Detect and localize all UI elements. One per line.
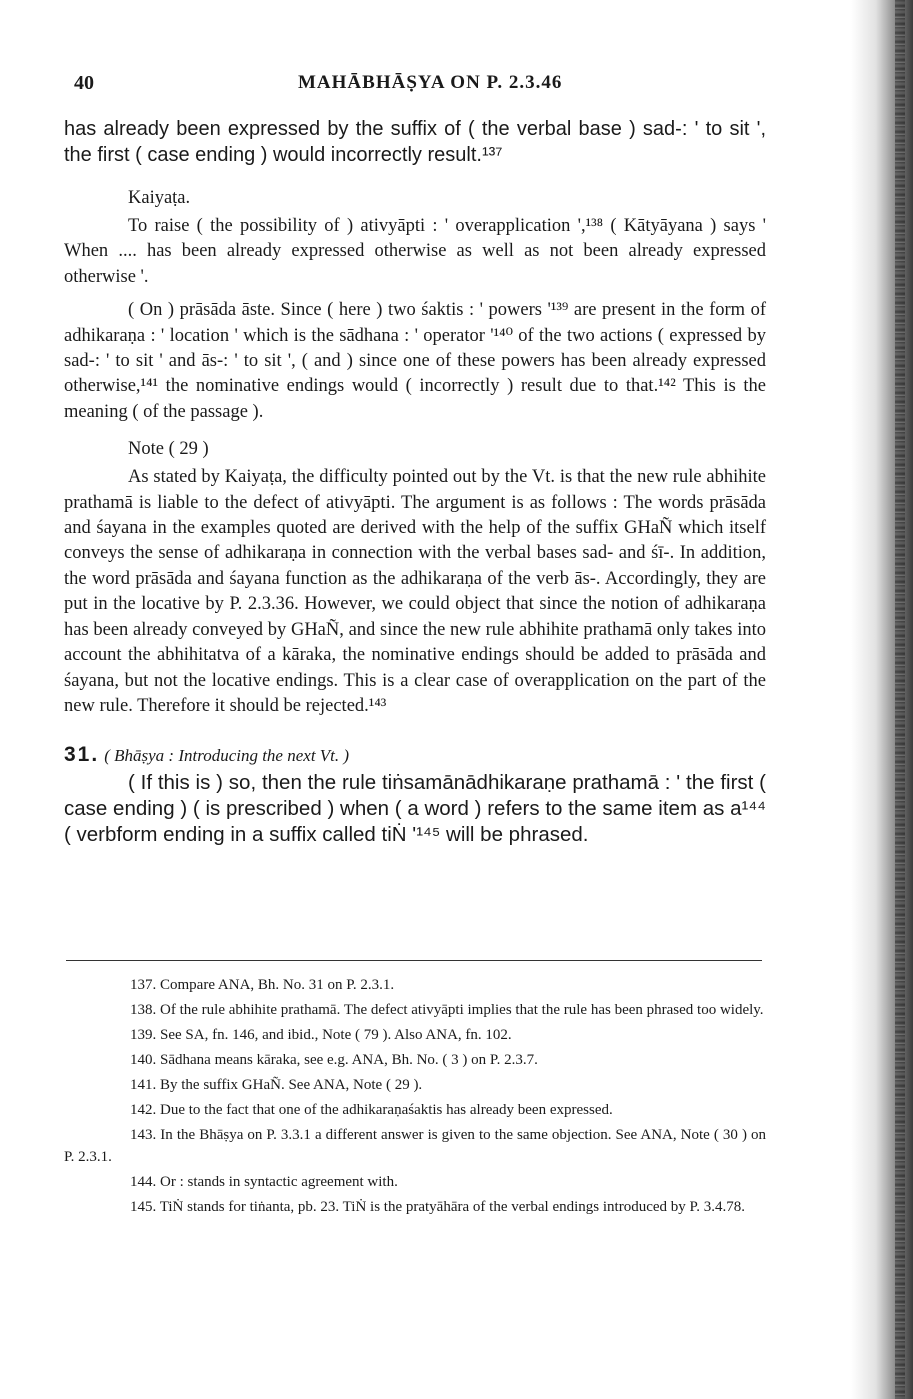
running-head: MAHĀBHĀṢYA ON P. 2.3.46: [298, 72, 563, 93]
footnote-142: 142. Due to the fact that one of the adhikaraṇaśaktis has already been expressed.: [130, 1102, 613, 1118]
footnote-divider: [66, 960, 762, 961]
note-label: Note ( 29 ): [128, 439, 209, 460]
kaiyata-paragraph-2: ( On ) prāsāda āste. Since ( here ) two śaktis : ' powers '¹³⁹ are present in the form of adhikaraṇa : ' location ' which is the sādhana : ' operator '¹⁴⁰ of the two actions ( expressed by sad-: ' to sit ' and ās-: ' to sit ', ( and ) since one of these powers has been already expressed otherwise,¹⁴¹ the nominative endings would ( incorrectly ) result due to that.¹⁴² This is the meaning ( of the passage ).: [64, 300, 766, 422]
footnote-145: 145. TiṄ stands for tiṅanta, pb. 23. TiṄ is the pratyāhāra of the verbal endings introduced by P. 3.4.78.: [130, 1199, 745, 1215]
section-number: 31.: [64, 743, 100, 767]
page-number: 40: [74, 72, 94, 94]
footnote-137: 137. Compare ANA, Bh. No. 31 on P. 2.3.1.: [130, 977, 395, 993]
kaiyata-paragraph-1: To raise ( the possibility of ) ativyāpti : ' overapplication ',¹³⁸ ( Kātyāyana ) says ' When .... has been already expressed otherwise as well as not been already expressed otherwise '.: [64, 216, 766, 287]
scan-binding-edge: [895, 0, 905, 1399]
footnote-139: 139. See SA, fn. 146, and ibid., Note ( 79 ). Also ANA, fn. 102.: [130, 1027, 512, 1043]
footnote-143: 143. In the Bhāṣya on P. 3.3.1 a different answer is given to the same objection. See ANA, Note ( 30 ) on P. 2.3.1.: [64, 1127, 766, 1165]
intro-paragraph: has already been expressed by the suffix of ( the verbal base ) sad-: ' to sit ', the first ( case ending ) would incorrectly result.¹³⁷: [64, 118, 766, 166]
footnote-140: 140. Sādhana means kāraka, see e.g. ANA, Bh. No. ( 3 ) on P. 2.3.7.: [130, 1052, 538, 1068]
section-title: ( Bhāṣya : Introducing the next Vt. ): [104, 746, 350, 766]
kaiyata-label: Kaiyaṭa.: [128, 188, 191, 208]
note-paragraph: As stated by Kaiyaṭa, the difficulty pointed out by the Vt. is that the new rule abhihite prathamā is liable to the defect of ativyāpti. The argument is as follows : The words prāsāda and śayana in the examples quoted are derived with the help of the suffix GHaÑ which itself conveys the sense of adhikaraṇa in connection with the verbal bases sad- and śī-. In addition, the word prāsāda and śayana function as the adhikaraṇa of the verb ās-. Accordingly, they are put in the locative by P. 2.3.36. However, we could object that since the notion of adhikaraṇa has been already conveyed by GHaÑ, and since the new rule abhihite prathamā only takes into account the abhihitatva of a kāraka, the nominative endings should be added to prāsāda and śayana, but not the locative endings. This is a clear case of overapplication on the part of the new rule. Therefore it should be rejected.¹⁴³: [64, 467, 766, 716]
footnote-141: 141. By the suffix GHaÑ. See ANA, Note ( 29 ).: [130, 1077, 423, 1093]
section-paragraph: ( If this is ) so, then the rule tiṅsamānādhikaraṇe prathamā : ' the first ( case ending ) ( is prescribed ) when ( a word ) refers to the same item as a¹⁴⁴ ( verbform ending in a suffix called tiṄ '¹⁴⁵ will be phrased.: [64, 771, 766, 847]
footnote-138: 138. Of the rule abhihite prathamā. The defect ativyāpti implies that the rule has been phrased too widely.: [130, 1002, 764, 1018]
section-heading: [64, 741, 766, 770]
main-text: [64, 116, 766, 848]
footnotes: [64, 974, 766, 1221]
footnote-144: 144. Or : stands in syntactic agreement with.: [130, 1174, 398, 1190]
